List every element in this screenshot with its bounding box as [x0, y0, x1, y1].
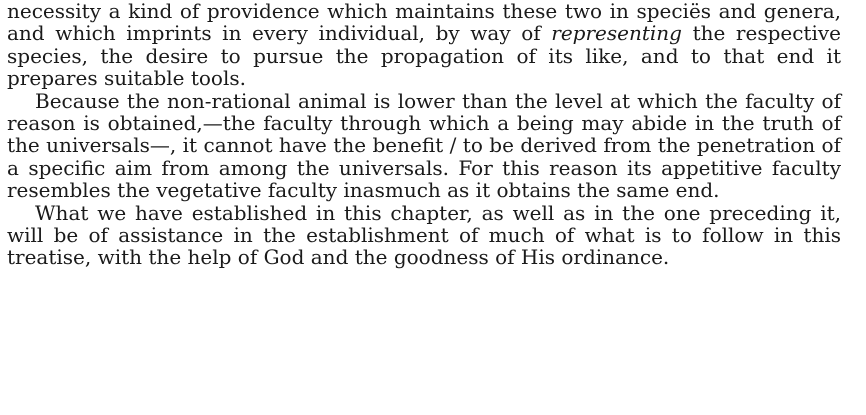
document-page — [7, 0, 841, 269]
paragraph-non-rational-animal: Because the non-rational animal is lower than the level at which the faculty of reason is obtained,—the faculty through which a being may abide in the truth of the universals—, it cannot have the benefit / to be derived from the penetration of a specific aim from among the universals. For this reason its appetitive faculty resembles the vegetative faculty inasmuch as it obtains the same end. — [7, 88, 841, 203]
paragraph-text-after-emphasis: the respective species, the desire to pursue the propagation of its like, and to that end it prepares suitable tools. — [7, 21, 841, 91]
emphasized-word: representing — [551, 21, 682, 46]
paragraph-closing: What we have established in this chapter, as well as in the one preceding it, will be of assistance in the establishment of much of what is to follow in this treatise, with the help of God and the goodness of His ordinance. — [7, 200, 841, 270]
paragraph-text-before-emphasis: necessity a kind of providence which maintains these two in speciës and genera, and which imprints in every individual, by way of — [7, 0, 841, 46]
paragraph-continuation — [7, 0, 841, 90]
